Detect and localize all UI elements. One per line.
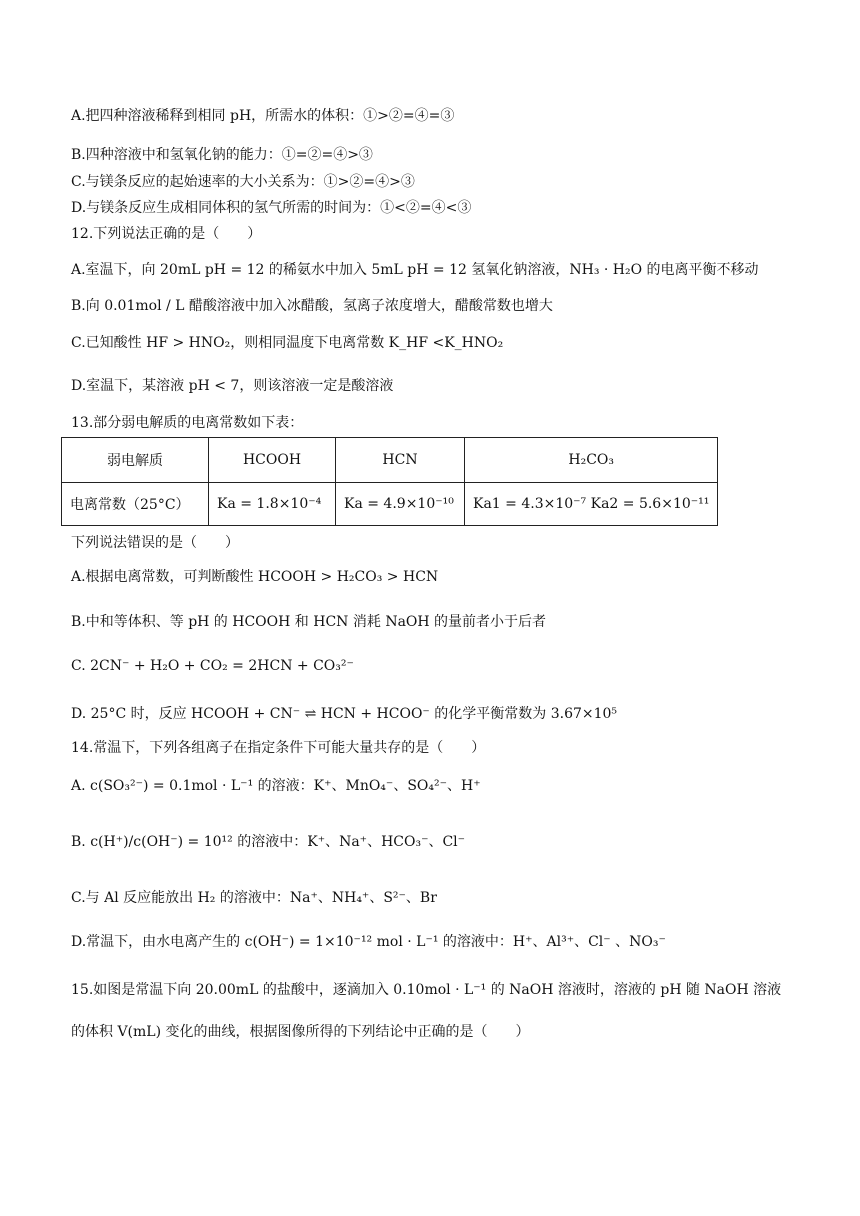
q14-stem: 14.常温下，下列各组离子在指定条件下可能大量共存的是（ ） xyxy=(71,740,486,756)
table-header-cell: HCOOH xyxy=(209,438,336,483)
table-header-row xyxy=(62,438,718,483)
q12-option-c: C.已知酸性 HF > HNO₂，则相同温度下电离常数 K_HF <K_HNO₂ xyxy=(71,335,504,351)
q12-option-a: A.室温下，向 20mL pH = 12 的稀氨水中加入 5mL pH = 12 氢氧化钠溶液，NH₃ · H₂O 的电离平衡不移动 xyxy=(71,262,759,278)
table-row xyxy=(62,483,718,526)
q12-option-d: D.室温下，某溶液 pH < 7，则该溶液一定是酸溶液 xyxy=(71,378,394,394)
q13-option-a: A.根据电离常数，可判断酸性 HCOOH > H₂CO₃ > HCN xyxy=(71,569,439,585)
q15-line-1: 15.如图是常温下向 20.00mL 的盐酸中，逐滴加入 0.10mol · L⁻¹ 的 NaOH 溶液时，溶液的 pH 随 NaOH 溶液 xyxy=(71,982,782,998)
q13-option-c: C. 2CN⁻ + H₂O + CO₂ = 2HCN + CO₃²⁻ xyxy=(71,658,354,674)
q14-option-a: A. c(SO₃²⁻) = 0.1mol · L⁻¹ 的溶液：K⁺、MnO₄⁻、SO₄²⁻、H⁺ xyxy=(71,778,481,794)
q13-option-d: D. 25°C 时，反应 HCOOH + CN⁻ ⇌ HCN + HCOO⁻ 的化学平衡常数为 3.67×10⁵ xyxy=(71,706,618,722)
q11-option-d: D.与镁条反应生成相同体积的氢气所需的时间为：①<②=④<③ xyxy=(71,200,472,216)
q14-option-d: D.常温下，由水电离产生的 c(OH⁻) = 1×10⁻¹² mol · L⁻¹ 的溶液中：H⁺、Al³⁺、Cl⁻ 、NO₃⁻ xyxy=(71,934,666,950)
q13-stem: 13.部分弱电解质的电离常数如下表： xyxy=(71,415,304,431)
table-header-cell: 弱电解质 xyxy=(62,438,209,483)
q15-line-2: 的体积 V(mL) 变化的曲线，根据图像所得的下列结论中正确的是（ ） xyxy=(71,1024,530,1040)
q14-option-b: B. c(H⁺)/c(OH⁻) = 10¹² 的溶液中：K⁺、Na⁺、HCO₃⁻、Cl⁻ xyxy=(71,834,466,850)
table-header-cell: H₂CO₃ xyxy=(465,438,718,483)
q11-option-a: A.把四种溶液稀释到相同 pH，所需水的体积：①>②=④=③ xyxy=(71,108,455,124)
q12-option-b: B.向 0.01mol / L 醋酸溶液中加入冰醋酸，氢离子浓度增大，醋酸常数也增大 xyxy=(71,298,553,314)
q14-option-c: C.与 Al 反应能放出 H₂ 的溶液中：Na⁺、NH₄⁺、S²⁻、Br xyxy=(71,890,437,906)
table-cell: Ka = 4.9×10⁻¹⁰ xyxy=(336,483,465,526)
table-row-label: 电离常数（25°C） xyxy=(62,483,209,526)
table-cell: Ka = 1.8×10⁻⁴ xyxy=(209,483,336,526)
ionization-constant-table xyxy=(61,437,718,526)
q11-option-c: C.与镁条反应的起始速率的大小关系为：①>②=④>③ xyxy=(71,174,415,190)
q13-ask: 下列说法错误的是（ ） xyxy=(71,535,239,551)
q11-option-b: B.四种溶液中和氢氧化钠的能力：①=②=④>③ xyxy=(71,147,373,163)
table-header-cell: HCN xyxy=(336,438,465,483)
q13-option-b: B.中和等体积、等 pH 的 HCOOH 和 HCN 消耗 NaOH 的量前者小于后者 xyxy=(71,614,547,630)
q12-stem: 12.下列说法正确的是（ ） xyxy=(71,226,262,242)
table-cell: Ka1 = 4.3×10⁻⁷ Ka2 = 5.6×10⁻¹¹ xyxy=(465,483,718,526)
